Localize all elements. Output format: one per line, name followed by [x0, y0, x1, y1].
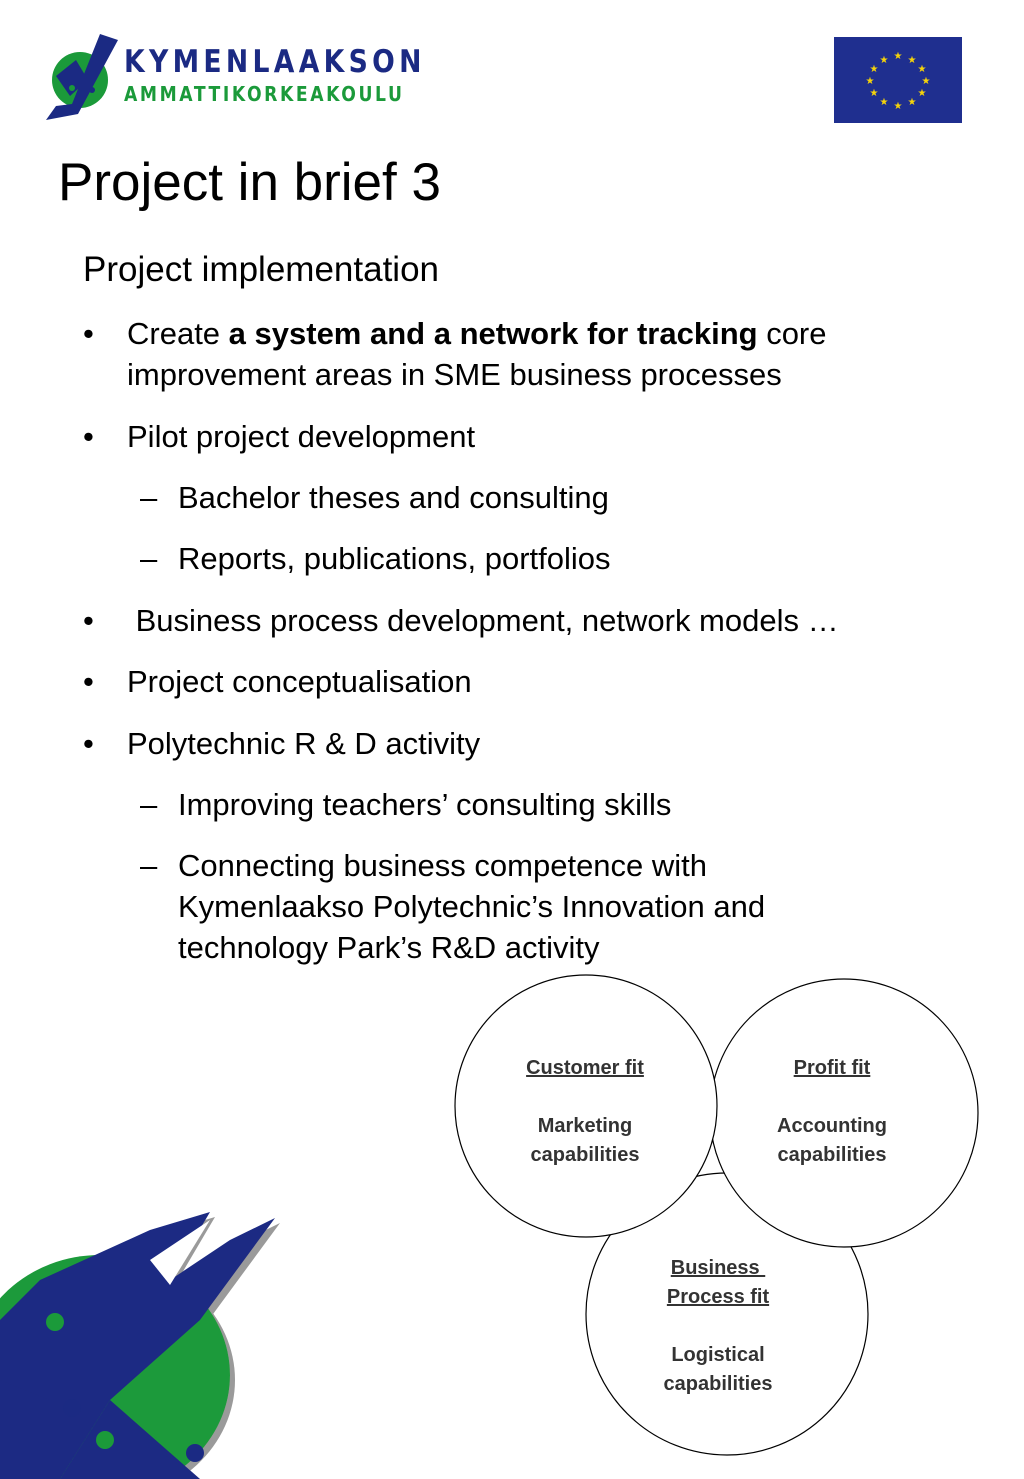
- bullet-icon: •: [83, 316, 94, 351]
- bullet-icon: •: [83, 726, 94, 761]
- bullet-icon: •: [83, 603, 94, 638]
- svg-text:★: ★: [869, 64, 879, 75]
- subbullet-reports: Reports, publications, portfolios: [178, 541, 611, 576]
- svg-text:★: ★: [917, 64, 927, 75]
- logo-subname: AMMATTIKORKEAKOULU: [124, 82, 405, 106]
- bullet-icon: •: [83, 664, 94, 699]
- venn-process-line1: Logistical: [671, 1344, 765, 1366]
- svg-text:★: ★: [869, 88, 879, 99]
- venn-profit-label: [742, 1054, 922, 1170]
- corner-logo-decoration-icon: [0, 1200, 300, 1479]
- bullet-business-process: Business process development, network models …: [127, 603, 839, 638]
- venn-profit-line1: Accounting: [777, 1115, 887, 1137]
- svg-text:★: ★: [879, 55, 889, 66]
- venn-process-head2: Process fit: [666, 1286, 770, 1308]
- bullet-text-suffix: core improvement areas in SME business processes: [127, 316, 827, 392]
- venn-process-line2: capabilities: [663, 1373, 773, 1395]
- bullet-pilot-project: Pilot project development: [127, 419, 476, 454]
- dash-icon: –: [140, 480, 158, 515]
- svg-text:★: ★: [893, 101, 903, 112]
- subbullet-bachelor-theses: Bachelor theses and consulting: [178, 480, 609, 515]
- dash-icon: –: [140, 787, 158, 822]
- venn-customer-label: [495, 1054, 675, 1170]
- bullet-create-system: [127, 313, 947, 395]
- venn-customer-line1: Marketing: [537, 1115, 633, 1137]
- bullet-icon: •: [83, 419, 94, 454]
- polytechnic-logo-icon: [42, 30, 124, 122]
- logo-name: KYMENLAAKSON: [124, 44, 426, 80]
- venn-process-label: [628, 1254, 808, 1399]
- dash-icon: –: [140, 848, 158, 883]
- subbullet-teachers-skills: Improving teachers’ consulting skills: [178, 787, 672, 822]
- venn-customer-line2: capabilities: [530, 1144, 640, 1166]
- svg-text:★: ★: [907, 97, 917, 108]
- section-heading: Project implementation: [83, 250, 439, 289]
- bullet-text-bold: a system and a network for tracking: [228, 316, 758, 351]
- slide-title: Project in brief 3: [58, 153, 441, 212]
- eu-flag-icon: [834, 37, 962, 123]
- venn-process-head1: Business: [670, 1257, 766, 1279]
- subbullet-business-competence: Connecting business competence with Kymenlaakso Polytechnic’s Innovation and technology Park’s R&D activity: [178, 848, 766, 965]
- bullet-rd-activity: Polytechnic R & D activity: [127, 726, 481, 761]
- svg-text:★: ★: [879, 97, 889, 108]
- dash-icon: –: [140, 541, 158, 576]
- venn-profit-head: Profit fit: [793, 1057, 871, 1079]
- venn-customer-head: Customer fit: [526, 1057, 644, 1079]
- svg-text:★: ★: [917, 88, 927, 99]
- svg-text:★: ★: [921, 76, 931, 87]
- bullet-conceptualisation: Project conceptualisation: [127, 664, 472, 699]
- bullet-text-prefix: Create: [127, 316, 229, 351]
- svg-text:★: ★: [907, 55, 917, 66]
- venn-profit-line2: capabilities: [777, 1144, 887, 1166]
- venn-diagram: [440, 970, 1000, 1460]
- svg-text:★: ★: [893, 51, 903, 62]
- svg-text:★: ★: [865, 76, 875, 87]
